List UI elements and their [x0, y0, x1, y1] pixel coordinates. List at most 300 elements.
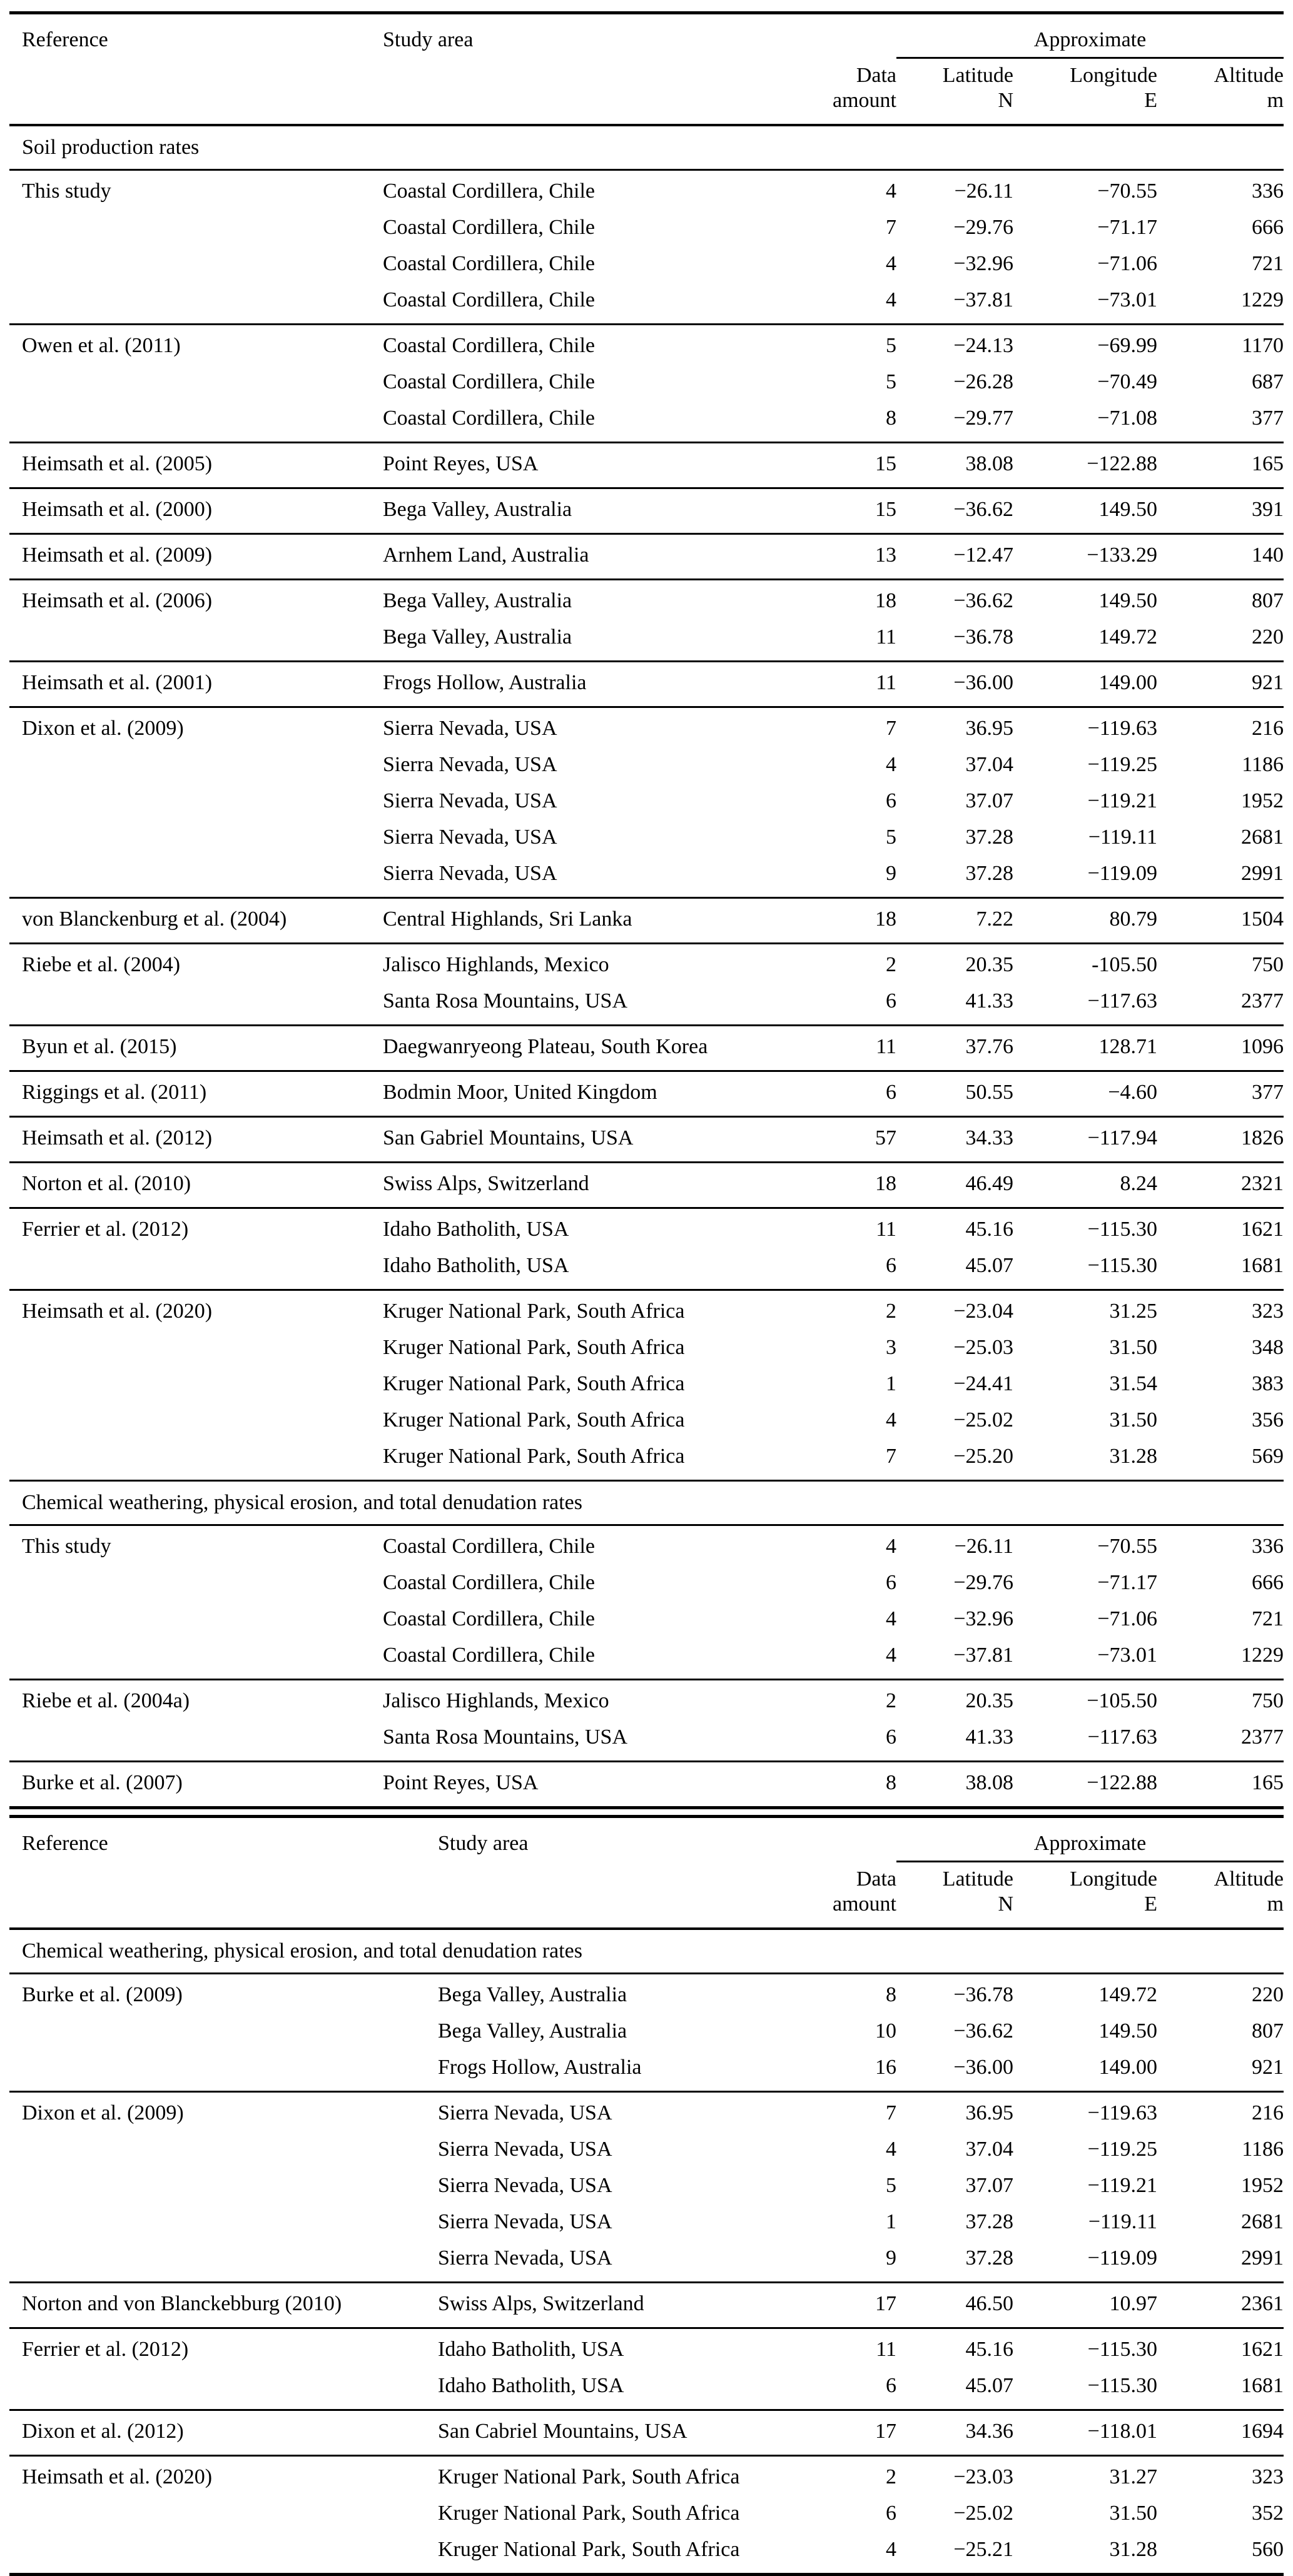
data-amount-cell: 4: [886, 179, 896, 203]
altitude-cell: 666: [1252, 216, 1284, 239]
reference-cell: Riggings et al. (2011): [22, 1081, 207, 1104]
study-area-cell: Sierra Nevada, USA: [438, 2174, 612, 2197]
data-amount-cell: 6: [886, 1254, 896, 1277]
latitude-cell: 45.16: [965, 2338, 1013, 2361]
study-area-cell: Kruger National Park, South Africa: [383, 1300, 685, 1323]
reference-cell: [9, 1331, 383, 1367]
latitude-cell: 37.07: [965, 789, 1013, 812]
data-amount-cell: 2: [886, 2465, 896, 2488]
altitude-header-unit: m: [1267, 1892, 1284, 1916]
study-area-cell: Bega Valley, Australia: [438, 2019, 627, 2043]
study-area-cell: Frogs Hollow, Australia: [438, 2056, 642, 2079]
reference-column-header: Reference: [22, 28, 108, 51]
longitude-header: Longitude: [1070, 64, 1157, 86]
table-row: [9, 2014, 1284, 2051]
reference-cell: [9, 821, 383, 857]
study-area-cell: Coastal Cordillera, Chile: [383, 1644, 595, 1667]
reference-cell: [9, 2369, 438, 2410]
data-amount-cell: 1: [886, 1372, 896, 1395]
approximate-group-header: Approximate: [896, 1817, 1284, 1862]
reference-group: [9, 1071, 1284, 1117]
data-amount-cell: 18: [875, 1172, 896, 1195]
latitude-header-unit: N: [998, 1892, 1013, 1916]
reference-cell: Burke et al. (2009): [22, 1983, 183, 2006]
data-amount-cell: 2: [886, 1300, 896, 1323]
longitude-cell: −119.09: [1087, 2246, 1157, 2270]
data-amount-cell: 5: [886, 370, 896, 393]
study-area-cell: Bodmin Moor, United Kingdom: [383, 1081, 657, 1104]
altitude-cell: 377: [1252, 407, 1284, 430]
reference-group: [9, 325, 1284, 443]
longitude-cell: −119.11: [1088, 826, 1157, 849]
study-sites-table-part-1: [9, 11, 1284, 1809]
latitude-cell: −29.77: [953, 407, 1013, 430]
table-row: [9, 2283, 1284, 2328]
altitude-cell: 323: [1252, 2465, 1284, 2488]
reference-cell: Heimsath et al. (2020): [22, 1300, 213, 1323]
latitude-cell: −36.78: [953, 625, 1013, 649]
reference-cell: [9, 1249, 383, 1290]
latitude-cell: −37.81: [953, 1644, 1013, 1667]
section-title-row: [9, 125, 1284, 170]
altitude-cell: 569: [1252, 1445, 1284, 1468]
latitude-cell: −24.41: [953, 1372, 1013, 1395]
data-amount-cell: 11: [876, 2338, 896, 2361]
table-row: [9, 1440, 1284, 1481]
table-row: [9, 247, 1284, 283]
altitude-cell: 921: [1252, 671, 1284, 694]
longitude-cell: −70.55: [1097, 179, 1157, 203]
table-row: [9, 2328, 1284, 2370]
latitude-cell: −36.62: [953, 589, 1013, 612]
study-area-cell: Sierra Nevada, USA: [438, 2138, 612, 2161]
table-row: [9, 1566, 1284, 1602]
latitude-cell: 38.08: [965, 1771, 1013, 1794]
latitude-cell: 20.35: [965, 1689, 1013, 1712]
longitude-cell: 31.28: [1109, 1445, 1157, 1468]
table-row: [9, 1163, 1284, 1208]
altitude-cell: 2377: [1241, 989, 1284, 1013]
table-row: [9, 857, 1284, 898]
reference-cell: [9, 1566, 383, 1602]
altitude-cell: 1621: [1241, 2338, 1284, 2361]
study-area-cell: Kruger National Park, South Africa: [438, 2538, 740, 2561]
table-row: [9, 325, 1284, 366]
data-amount-cell: 4: [886, 1607, 896, 1630]
study-area-cell: Sierra Nevada, USA: [383, 862, 557, 885]
data-amount-cell: 5: [886, 826, 896, 849]
study-area-cell: Kruger National Park, South Africa: [383, 1336, 685, 1359]
longitude-cell: −122.88: [1087, 1771, 1157, 1794]
altitude-cell: 356: [1252, 1408, 1284, 1432]
table-row: [9, 1403, 1284, 1440]
study-area-cell: Point Reyes, USA: [383, 452, 539, 475]
reference-cell: [9, 1367, 383, 1403]
altitude-cell: 220: [1252, 1983, 1284, 2006]
data-amount-cell: 18: [875, 907, 896, 931]
study-area-cell: San Gabriel Mountains, USA: [383, 1126, 634, 1149]
longitude-cell: −117.94: [1087, 1126, 1157, 1149]
latitude-cell: −36.00: [953, 671, 1013, 694]
longitude-cell: −71.17: [1097, 1571, 1157, 1594]
table-row: [9, 2410, 1284, 2456]
longitude-cell: −119.25: [1087, 753, 1157, 776]
latitude-cell: −26.28: [953, 370, 1013, 393]
table-row: [9, 2092, 1284, 2133]
reference-cell: [9, 365, 383, 402]
data-amount-cell: 7: [886, 1445, 896, 1468]
table-row: [9, 211, 1284, 247]
altitude-cell: 560: [1252, 2538, 1284, 2561]
altitude-cell: 140: [1252, 543, 1284, 567]
table-row: [9, 784, 1284, 821]
section: [9, 1929, 1284, 1974]
study-area-cell: Coastal Cordillera, Chile: [383, 179, 595, 203]
reference-cell: Riebe et al. (2004): [22, 953, 181, 976]
table-header: [9, 13, 1284, 126]
altitude-cell: 807: [1252, 2019, 1284, 2043]
reference-cell: [9, 2014, 438, 2051]
study-area-cell: Daegwanryeong Plateau, South Korea: [383, 1035, 708, 1058]
section-title: Soil production rates: [22, 136, 200, 159]
data-amount-cell: 4: [886, 2538, 896, 2561]
study-area-column-header: Study area: [438, 1832, 529, 1855]
data-amount-cell: 2: [886, 953, 896, 976]
reference-cell: [9, 620, 383, 662]
reference-cell: Heimsath et al. (2020): [22, 2465, 213, 2488]
reference-cell: [9, 2169, 438, 2205]
longitude-header-unit: E: [1144, 1892, 1157, 1916]
reference-group: [9, 488, 1284, 534]
altitude-cell: 348: [1252, 1336, 1284, 1359]
table-row: [9, 1249, 1284, 1290]
latitude-cell: −25.20: [953, 1445, 1013, 1468]
longitude-cell: −70.55: [1097, 1535, 1157, 1558]
table-row: [9, 1208, 1284, 1250]
study-area-cell: Coastal Cordillera, Chile: [383, 334, 595, 357]
study-area-cell: Sierra Nevada, USA: [383, 826, 557, 849]
data-amount-cell: 4: [886, 1535, 896, 1558]
data-amount-cell: 3: [886, 1336, 896, 1359]
longitude-cell: −118.01: [1087, 2420, 1157, 2443]
data-amount-cell: 6: [886, 1725, 896, 1749]
section-title: Chemical weathering, physical erosion, and total denudation rates: [22, 1939, 583, 1962]
table-row: [9, 2169, 1284, 2205]
reference-group: [9, 1163, 1284, 1208]
longitude-cell: −119.09: [1087, 862, 1157, 885]
longitude-cell: −73.01: [1097, 1644, 1157, 1667]
longitude-cell: 149.72: [1098, 1983, 1157, 2006]
reference-group: [9, 1762, 1284, 1808]
table-row: [9, 534, 1284, 580]
section-title-row: [9, 1929, 1284, 1974]
longitude-cell: 149.50: [1098, 2019, 1157, 2043]
longitude-cell: −73.01: [1097, 288, 1157, 311]
data-amount-cell: 9: [886, 2246, 896, 2270]
data-amount-header: Data: [856, 64, 896, 86]
latitude-cell: 37.28: [965, 2210, 1013, 2233]
table-row: [9, 821, 1284, 857]
reference-cell: [9, 2133, 438, 2169]
longitude-cell: 149.50: [1098, 498, 1157, 521]
latitude-cell: −25.03: [953, 1336, 1013, 1359]
section-title-row: [9, 1481, 1284, 1525]
altitude-header: Altitude: [1214, 64, 1284, 86]
longitude-cell: −117.63: [1087, 1725, 1157, 1749]
section: [9, 125, 1284, 170]
longitude-cell: 31.25: [1109, 1300, 1157, 1323]
study-area-cell: Bega Valley, Australia: [383, 589, 572, 612]
altitude-cell: 1621: [1241, 1218, 1284, 1241]
study-sites-table-part-2: [9, 1815, 1284, 2576]
reference-group: [9, 1290, 1284, 1481]
latitude-cell: 38.08: [965, 452, 1013, 475]
altitude-cell: 750: [1252, 1689, 1284, 1712]
reference-cell: Dixon et al. (2009): [22, 2101, 184, 2124]
longitude-cell: −119.21: [1087, 2174, 1157, 2197]
reference-group: [9, 580, 1284, 662]
reference-group: [9, 1680, 1284, 1762]
altitude-cell: 807: [1252, 589, 1284, 612]
header-row-top: [9, 1817, 1284, 1862]
study-area-cell: Bega Valley, Australia: [383, 498, 572, 521]
study-area-cell: Santa Rosa Mountains, USA: [383, 989, 627, 1013]
longitude-cell: −119.21: [1087, 789, 1157, 812]
longitude-cell: −69.99: [1097, 334, 1157, 357]
latitude-cell: −32.96: [953, 1607, 1013, 1630]
latitude-header: Latitude: [942, 64, 1013, 86]
data-amount-cell: 10: [875, 2019, 896, 2043]
altitude-cell: 2991: [1241, 862, 1284, 885]
data-amount-cell: 13: [875, 543, 896, 567]
data-amount-cell: 6: [886, 989, 896, 1013]
study-area-cell: Kruger National Park, South Africa: [383, 1408, 685, 1432]
reference-group: [9, 662, 1284, 707]
table-row: [9, 2456, 1284, 2497]
longitude-cell: −71.08: [1097, 407, 1157, 430]
latitude-cell: 34.33: [965, 1126, 1013, 1149]
reference-group: [9, 443, 1284, 488]
reference-cell: [9, 857, 383, 898]
reference-group: [9, 2092, 1284, 2283]
latitude-cell: −23.03: [953, 2465, 1013, 2488]
altitude-cell: 1504: [1241, 907, 1284, 931]
data-amount-cell: 6: [886, 1571, 896, 1594]
data-amount-cell: 8: [886, 1771, 896, 1794]
study-area-cell: Coastal Cordillera, Chile: [383, 407, 595, 430]
reference-cell: [9, 984, 383, 1026]
table-row: [9, 620, 1284, 662]
data-amount-cell: 4: [886, 252, 896, 275]
data-amount-cell: 7: [886, 2101, 896, 2124]
section: [9, 1481, 1284, 1525]
latitude-cell: −25.02: [953, 1408, 1013, 1432]
data-amount-cell: 11: [876, 1035, 896, 1058]
data-amount-cell: 2: [886, 1689, 896, 1712]
study-area-cell: Swiss Alps, Switzerland: [383, 1172, 589, 1195]
latitude-cell: −12.47: [953, 543, 1013, 567]
data-amount-cell: 57: [875, 1126, 896, 1149]
longitude-header: Longitude: [1070, 1867, 1157, 1890]
table-row: [9, 1525, 1284, 1567]
study-area-cell: Arnhem Land, Australia: [383, 543, 589, 567]
longitude-cell: 149.72: [1098, 625, 1157, 649]
reference-group: [9, 2410, 1284, 2456]
longitude-cell: 128.71: [1098, 1035, 1157, 1058]
reference-cell: von Blanckenburg et al. (2004): [22, 907, 287, 931]
reference-group: [9, 1974, 1284, 2092]
altitude-cell: 2321: [1241, 1172, 1284, 1195]
latitude-cell: 20.35: [965, 953, 1013, 976]
altitude-cell: 687: [1252, 370, 1284, 393]
table-row: [9, 1290, 1284, 1331]
longitude-cell: 31.27: [1109, 2465, 1157, 2488]
study-area-cell: Sierra Nevada, USA: [438, 2101, 612, 2124]
reference-cell: Dixon et al. (2012): [22, 2420, 184, 2443]
latitude-cell: 37.07: [965, 2174, 1013, 2197]
reference-cell: Byun et al. (2015): [22, 1035, 177, 1058]
data-amount-header-unit: amount: [833, 89, 896, 112]
latitude-cell: −36.62: [953, 2019, 1013, 2043]
table-row: [9, 1331, 1284, 1367]
altitude-cell: 2681: [1241, 826, 1284, 849]
altitude-cell: 1952: [1241, 789, 1284, 812]
altitude-cell: 2991: [1241, 2246, 1284, 2270]
reference-group: [9, 1117, 1284, 1163]
data-amount-cell: 4: [886, 2138, 896, 2161]
study-area-cell: Coastal Cordillera, Chile: [383, 1607, 595, 1630]
latitude-cell: 37.28: [965, 826, 1013, 849]
study-area-cell: Coastal Cordillera, Chile: [383, 1571, 595, 1594]
altitude-cell: 216: [1252, 717, 1284, 740]
reference-group: [9, 1208, 1284, 1290]
altitude-cell: 352: [1252, 2502, 1284, 2525]
header-row-top: [9, 13, 1284, 58]
longitude-cell: 31.50: [1109, 1408, 1157, 1432]
header-spacer: [776, 13, 896, 58]
altitude-cell: 1170: [1242, 334, 1284, 357]
reference-group: [9, 944, 1284, 1026]
longitude-cell: 31.28: [1109, 2538, 1157, 2561]
altitude-cell: 1186: [1242, 2138, 1284, 2161]
latitude-cell: −36.00: [953, 2056, 1013, 2079]
latitude-cell: 37.04: [965, 2138, 1013, 2161]
data-amount-cell: 6: [886, 2374, 896, 2397]
reference-cell: Riebe et al. (2004a): [22, 1689, 190, 1712]
latitude-cell: −23.04: [953, 1300, 1013, 1323]
reference-group: [9, 898, 1284, 944]
longitude-cell: −117.63: [1087, 989, 1157, 1013]
longitude-cell: 8.24: [1120, 1172, 1157, 1195]
reference-cell: [9, 2205, 438, 2241]
table-row: [9, 944, 1284, 985]
latitude-cell: −37.81: [953, 288, 1013, 311]
altitude-cell: 165: [1252, 452, 1284, 475]
reference-cell: Dixon et al. (2009): [22, 717, 184, 740]
longitude-cell: −133.29: [1087, 543, 1157, 567]
longitude-cell: 10.97: [1109, 2292, 1157, 2315]
longitude-cell: 149.00: [1098, 2056, 1157, 2079]
table-row: [9, 1680, 1284, 1721]
data-amount-cell: 6: [886, 2502, 896, 2525]
latitude-cell: 41.33: [965, 1725, 1013, 1749]
study-area-cell: Sierra Nevada, USA: [383, 717, 557, 740]
altitude-header: Altitude: [1214, 1867, 1284, 1890]
altitude-cell: 165: [1252, 1771, 1284, 1794]
altitude-cell: 220: [1252, 625, 1284, 649]
study-area-cell: San Cabriel Mountains, USA: [438, 2420, 687, 2443]
reference-group: [9, 2283, 1284, 2328]
longitude-cell: −119.63: [1087, 2101, 1157, 2124]
altitude-cell: 323: [1252, 1300, 1284, 1323]
table-row: [9, 283, 1284, 325]
reference-cell: Norton et al. (2010): [22, 1172, 191, 1195]
reference-cell: Burke et al. (2007): [22, 1771, 183, 1794]
study-area-cell: Sierra Nevada, USA: [438, 2246, 612, 2270]
altitude-cell: 336: [1252, 179, 1284, 203]
longitude-cell: −4.60: [1108, 1081, 1157, 1104]
latitude-cell: −32.96: [953, 252, 1013, 275]
table-row: [9, 662, 1284, 707]
reference-cell: [9, 2533, 438, 2575]
longitude-cell: −122.88: [1087, 452, 1157, 475]
table-row: [9, 402, 1284, 443]
reference-cell: Heimsath et al. (2006): [22, 589, 213, 612]
study-area-cell: Bega Valley, Australia: [383, 625, 572, 649]
table-row: [9, 2369, 1284, 2410]
data-amount-header: Data: [856, 1867, 896, 1890]
data-amount-cell: 15: [875, 498, 896, 521]
latitude-cell: 45.07: [965, 1254, 1013, 1277]
reference-cell: [9, 1403, 383, 1440]
altitude-cell: 666: [1252, 1571, 1284, 1594]
reference-cell: [9, 1720, 383, 1762]
latitude-cell: 46.50: [965, 2292, 1013, 2315]
longitude-cell: 80.79: [1109, 907, 1157, 931]
longitude-cell: −71.17: [1097, 216, 1157, 239]
study-area-cell: Idaho Batholith, USA: [383, 1218, 569, 1241]
altitude-cell: 383: [1252, 1372, 1284, 1395]
reference-cell: Heimsath et al. (2001): [22, 671, 213, 694]
table-row: [9, 170, 1284, 211]
data-amount-cell: 11: [876, 1218, 896, 1241]
altitude-cell: 921: [1252, 2056, 1284, 2079]
altitude-cell: 1229: [1241, 1644, 1284, 1667]
study-area-cell: Kruger National Park, South Africa: [438, 2465, 740, 2488]
table-row: [9, 2241, 1284, 2283]
table-row: [9, 365, 1284, 402]
reference-cell: [9, 748, 383, 784]
latitude-cell: −26.11: [954, 179, 1013, 203]
study-area-cell: Swiss Alps, Switzerland: [438, 2292, 644, 2315]
study-area-cell: Idaho Batholith, USA: [383, 1254, 569, 1277]
reference-group: [9, 2328, 1284, 2410]
data-amount-cell: 4: [886, 753, 896, 776]
altitude-cell: 1186: [1242, 753, 1284, 776]
reference-cell: Norton and von Blanckebburg (2010): [22, 2292, 342, 2315]
section-title: Chemical weathering, physical erosion, and total denudation rates: [22, 1491, 583, 1514]
longitude-cell: −71.06: [1097, 252, 1157, 275]
longitude-cell: 31.50: [1109, 2502, 1157, 2525]
table-row: [9, 748, 1284, 784]
study-area-cell: Idaho Batholith, USA: [438, 2338, 624, 2361]
longitude-cell: −119.25: [1087, 2138, 1157, 2161]
reference-cell: This study: [22, 1535, 111, 1558]
reference-cell: [9, 1440, 383, 1481]
latitude-cell: −25.02: [953, 2502, 1013, 2525]
data-amount-cell: 6: [886, 789, 896, 812]
data-amount-cell: 8: [886, 1983, 896, 2006]
